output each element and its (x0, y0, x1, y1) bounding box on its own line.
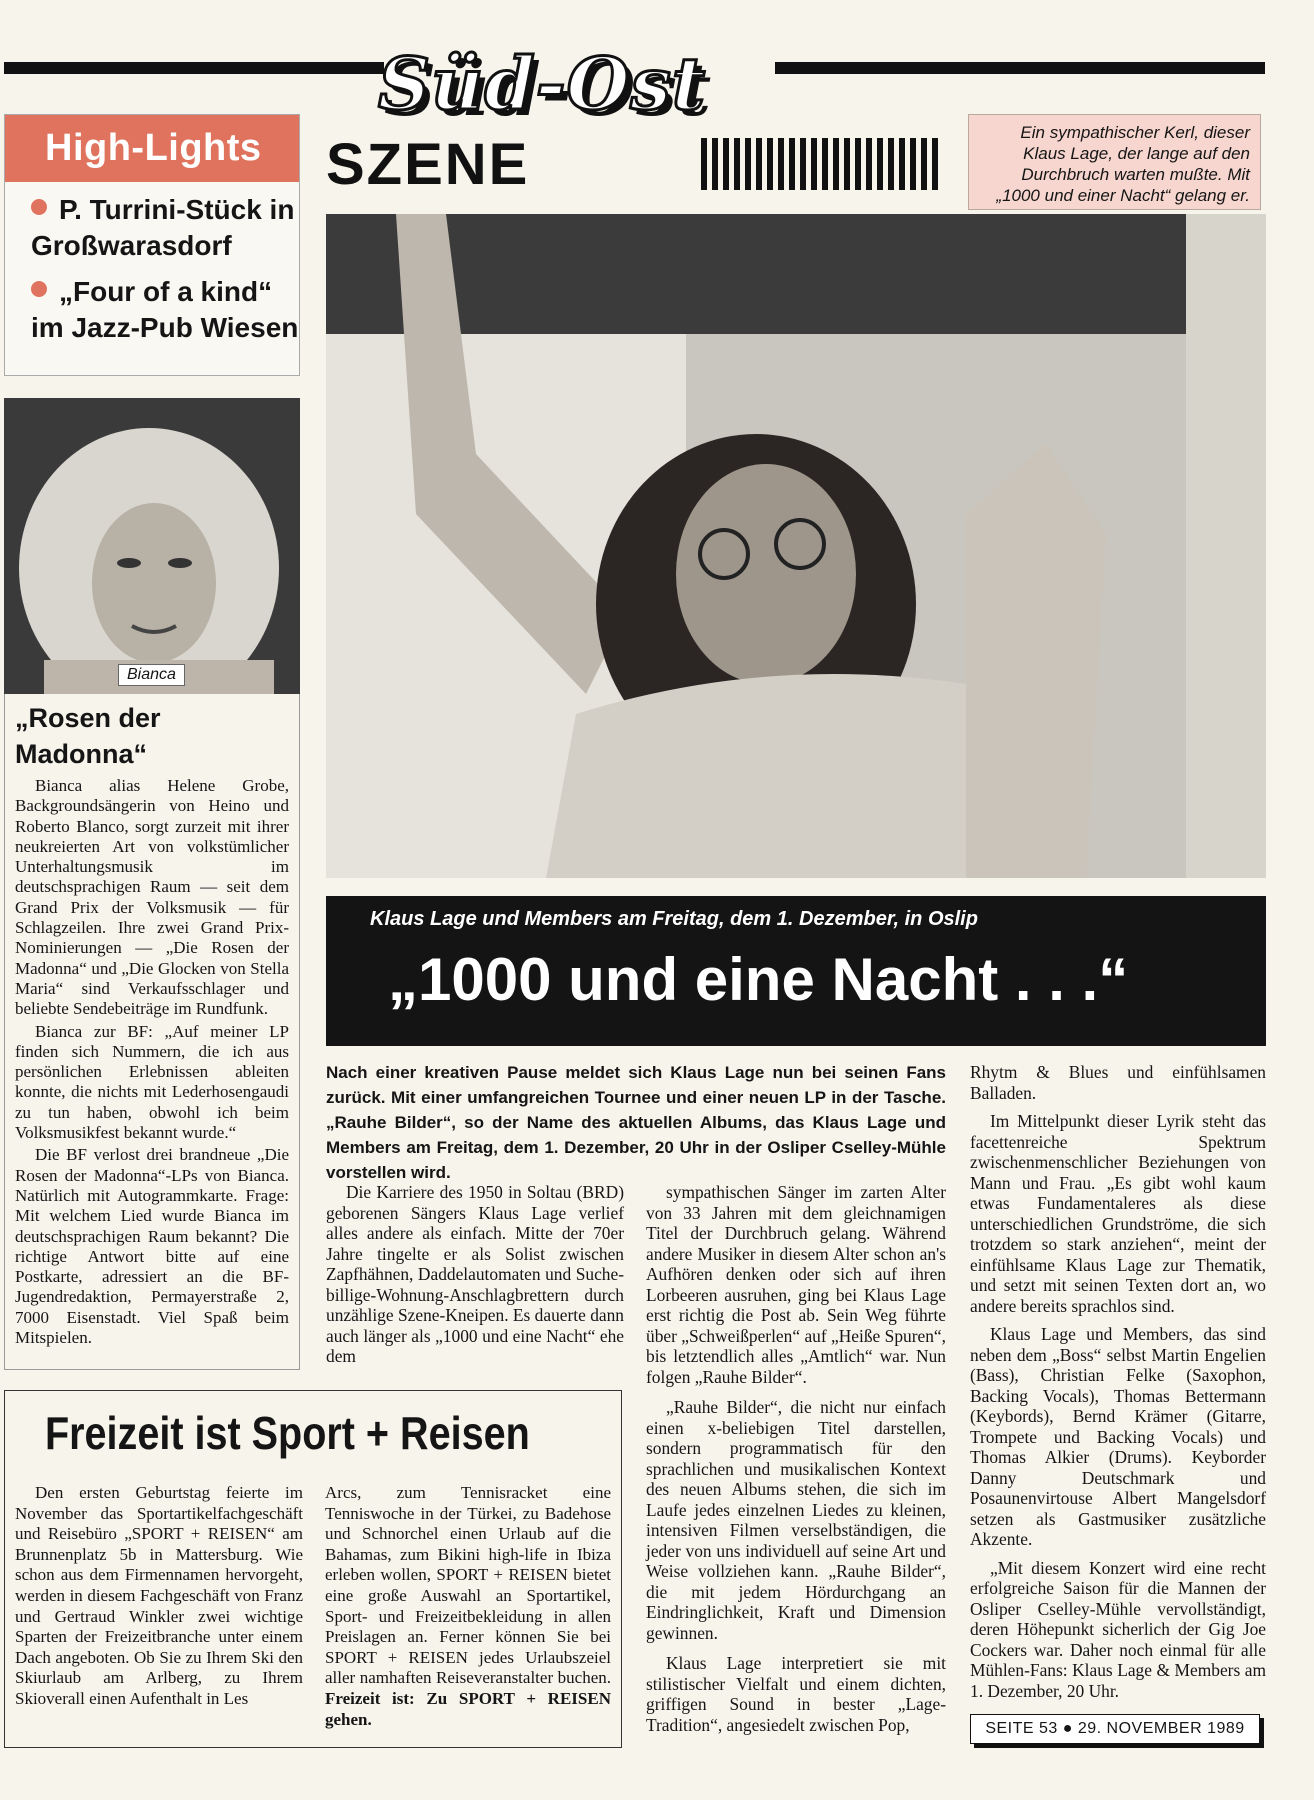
top-rule-right (775, 62, 1265, 74)
highlight-item-text: „Four of a kind“ im Jazz-Pub Wiesen (31, 276, 299, 343)
masthead-line2-group (326, 134, 941, 196)
paragraph: Klaus Lage und Members, das sind neben dem „Boss“ selbst Martin Engelien (Bass), Christian Felke (Saxophon, Backing Vocals), Thomas Bettermann (Keybords), Bernd Krämer (Gitarre, Trompete und Backing Vocals) und Thomas Alkier (Drums). Keyborder Danny Deutschmark und Posaunenvirtouse Albert Mangelsdorf setzen als Gastmusiker zusätzliche Akzente. (970, 1324, 1266, 1549)
masthead-line2: SZENE (326, 132, 530, 197)
paragraph: „Rauhe Bilder“, die nicht nur einfach einen x-beliebigen Titel darstellen, sondern programmatisch für den sprachlichen und musikalischen Kontext des neuen Albums stehen, die sich im Laufe jedes einzelnen Liedes zu kleinen, intensiven Filmen verselbständigen, die jeder von uns individuell auf seine Art und Weise vollziehen kann. „Rauhe Bilder“, die mit jedem Hördurchgang an Eindringlichkeit, Kraft und Dimension gewinnen. (646, 1397, 946, 1643)
bianca-portrait-image (4, 398, 300, 694)
bianca-article (4, 694, 300, 1370)
freizeit-closing: Freizeit ist: Zu SPORT + REISEN gehen. (325, 1688, 611, 1729)
bullet-icon (31, 281, 47, 297)
photo-caption-box: Ein sympathischer Kerl, dieser Klaus Lage, der lange auf den Durchbruch warten mußte. Mit „1000 und einer Nacht“ gelang er. (968, 114, 1261, 210)
paragraph (325, 1483, 611, 1730)
freizeit-headline: Freizeit ist Sport + Reisen (45, 1407, 530, 1459)
highlight-item-text: P. Turrini-Stück in Großwarasdorf (31, 194, 295, 261)
bianca-headline: „Rosen der Madonna“ (15, 703, 161, 769)
paragraph: Die BF verlost drei brandneue „Die Rosen der Madonna“-LPs von Bianca. Natürlich mit Autogrammkarte. Frage: Mit welchem Lied wurde Bianca im deutschsprachigen Raum bekannt? Die richtige Antwort bitte auf eine Postkarte, adressiert an die BF-Jugendredaktion, Permayerstraße 2, 7000 Eisenstadt. Viel Spaß beim Mitspielen. (15, 1145, 289, 1348)
story-column-1 (326, 1182, 624, 1367)
freizeit-column-2 (325, 1483, 611, 1730)
bianca-photo-label: Bianca (118, 664, 185, 686)
story-headline: „1000 und eine Nacht . . .“ (388, 946, 1129, 1013)
headline-banner (326, 896, 1266, 1046)
top-rule-left (4, 62, 384, 74)
highlight-item (31, 192, 299, 264)
paragraph: Rhytm & Blues und einfühlsamen Balladen. (970, 1062, 1266, 1103)
klaus-lage-photo (326, 214, 1266, 878)
paragraph: Bianca zur BF: „Auf meiner LP finden sich Nummern, die ich aus persönlichen Erlebnissen ableiten konnte, die nichts mit Lederhosengaudi zu tun haben, obwohl ich beim Volksmusikfest bekannt wurde.“ (15, 1021, 289, 1143)
masthead-line1: Süd-Ost (378, 41, 707, 126)
paragraph: sympathischen Sänger im zarten Alter von 33 Jahren mit dem gleichnamigen Titel der Durchbruch gelang. Während andere Musiker in diesem Alter schon an's Aufhören denken oder sich auf ihren Lorbeeren ausruhen, ging bei Klaus Lage erst richtig die Post ab. Sein Weg führte über „Schweißperlen“ auf „Heiße Spuren“, bis letztendlich alles „Amtlich“ war. Nun folgen „Rauhe Bilder“. (646, 1182, 946, 1387)
story-lead: Nach einer kreativen Pause meldet sich Klaus Lage nun bei seinen Fans zurück. Mit einer umfangreichen Tournee und einer neuen LP in der Tasche. „Rauhe Bilder“, so der Name des aktuellen Albums, das Klaus Lage und Members am Freitag, dem 1. Dezember, 20 Uhr in der Osliper Cselley-Mühle vorstellen wird. (326, 1063, 946, 1182)
page-footer: SEITE 53 ● 29. NOVEMBER 1989 (970, 1714, 1260, 1744)
story-column-2 (646, 1182, 946, 1735)
bullet-icon (31, 199, 47, 215)
paragraph: Klaus Lage interpretiert sie mit stilistischer Vielfalt und einem dichten, griffigen Sound in bester „Lage-Tradition“, angesiedelt zwischen Pop, (646, 1653, 946, 1735)
freizeit-column-1 (15, 1483, 303, 1710)
klaus-lage-image (326, 214, 1266, 878)
highlights-box (4, 114, 300, 376)
paragraph: Die Karriere des 1950 in Soltau (BRD) geborenen Sängers Klaus Lage verlief alles andere als einfach. Mitte der 70er Jahre tingelte er als Solist zwischen Zapfhähnen, Daddelautomaten und Suche-billige-Wohnung-Anschlagbrettern durch unzählige Szene-Kneipen. Es dauerte dann auch länger als „1000 und eine Nacht“ ehe dem (326, 1182, 624, 1366)
bianca-text (15, 776, 289, 1348)
freizeit-box (4, 1390, 622, 1748)
paragraph: Den ersten Geburtstag feierte im November das Sportartikelfachgeschäft und Reisebüro „SPORT + REISEN“ am Brunnenplatz 5b in Mattersburg. Wie schon aus dem Firmennamen hervorgeht, werden in diesem Fachgeschäft von Franz und Gertraud Winkler zwei wichtige Sparten der Freizeitbranche unter einem Dach angeboten. Ob Sie zu Ihrem Ski den Skiurlaub am Arlberg, zu Ihrem Skioverall einen Aufenthalt in Les (15, 1483, 303, 1708)
story-kicker: Klaus Lage und Members am Freitag, dem 1. Dezember, in Oslip (370, 908, 978, 930)
bianca-photo (4, 398, 300, 694)
highlights-title: High-Lights (5, 115, 299, 182)
highlight-item (31, 274, 299, 346)
paragraph: Im Mittelpunkt dieser Lyrik steht das facettenreiche Spektrum zwischenmenschlicher Beziehungen von Mann und Frau. „Es gibt wohl kaum etwas Fundamentaleres als diese unterschiedlichen Grundströme, die sich trotzdem so stark anziehen“, meint der einfühlsame Klaus Lage zur Thematik, und setzt mit seinen Texten dort an, wo andere bereits sprachlos sind. (970, 1111, 1266, 1316)
story-column-3 (970, 1062, 1266, 1701)
paragraph: „Mit diesem Konzert wird eine recht erfolgreiche Saison für die Mannen der Osliper Cselley-Mühle vervollständigt, deren Höhepunkt sicherlich der Gig Joe Cockers war. Daher noch einmal für alle Mühlen-Fans: Klaus Lage & Members am 1. Dezember, 20 Uhr. (970, 1557, 1266, 1701)
paragraph: Bianca alias Helene Grobe, Backgroundsängerin von Heino und Roberto Blanco, sorgt zurzeit mit ihrer neukreierten Art von volkstümlicher Unterhaltungsmusik im deutschsprachigen Raum — seit dem Grand Prix der Volksmusik — für Schlagzeilen. Ihre zwei Grand Prix-Nominierungen — „Die Rosen der Madonna“ und „Die Glocken von Stella Maria“ sind Verkaufsschlager und beliebte Sendebeiträge im Rundfunk. (15, 776, 289, 1019)
masthead-stripes (701, 138, 941, 190)
freizeit-text: Arcs, zum Tennisracket eine Tenniswoche in der Türkei, zu Badehose und Schnorchel einen Urlaub auf die Bahamas, zum Bikini high-life in Ibiza erleben wollen, SPORT + REISEN bietet eine große Auswahl an Sportartikel, Sport- und Freizeitbekleidung in allen Preislagen an. Ferner können Sie bei SPORT + REISEN jedes Urlaubszeiel aller namhaften Reiseveranstalter buchen. (325, 1483, 611, 1688)
